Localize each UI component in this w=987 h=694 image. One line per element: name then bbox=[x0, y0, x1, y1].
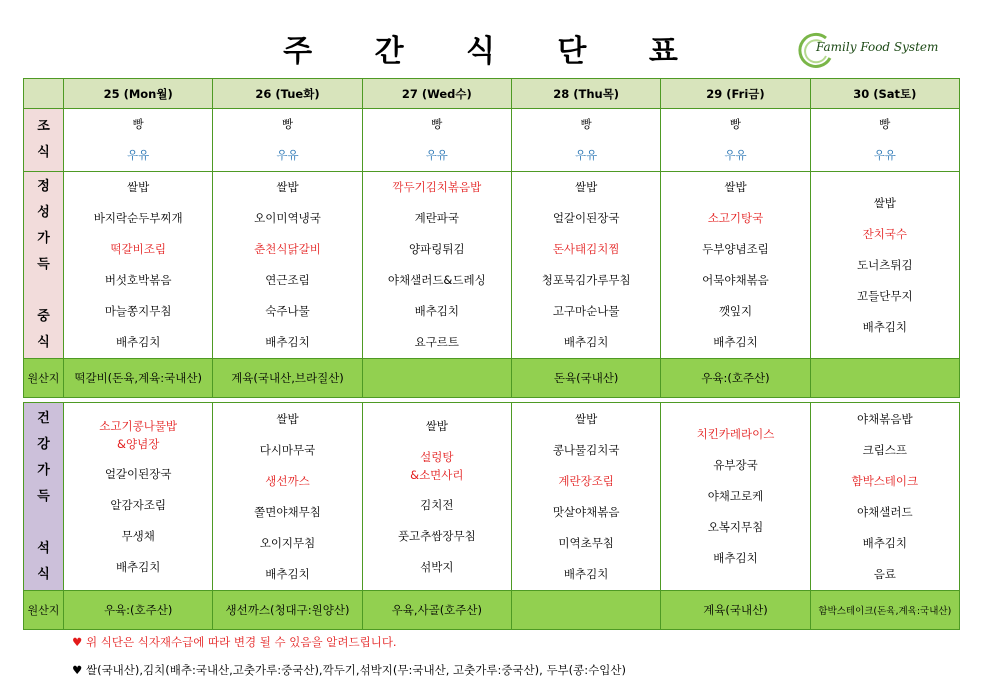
lunch-cell bbox=[810, 172, 959, 359]
lunch-origin-row bbox=[24, 359, 960, 398]
menu-item: 배추김치 bbox=[713, 335, 758, 349]
menu-item: 소고기콩나물밥 &양념장 bbox=[99, 418, 178, 451]
origin-cell: 우육,사골(호주산) bbox=[362, 591, 511, 630]
day-header: 28 (Thu목) bbox=[511, 79, 660, 109]
menu-item: 알감자조림 bbox=[110, 497, 166, 512]
lunch-cell bbox=[213, 172, 362, 359]
menu-item: 오이미역냉국 bbox=[254, 211, 321, 225]
menu-item: 쌀밥 bbox=[276, 411, 299, 426]
breakfast-cell bbox=[362, 109, 511, 172]
menu-item: 배추김치 bbox=[713, 551, 758, 565]
menu-item: 섞박지 bbox=[420, 559, 454, 574]
menu-item: 콩나물김치국 bbox=[552, 442, 620, 457]
origin-note-text: 쌀(국내산),김치(배추:국내산,고춧가루:중국산),깍두기,섞박지(무:국내산, 고춧가루:중국산), 두부(콩:수입산) bbox=[85, 663, 626, 677]
menu-item: 숙주나물 bbox=[265, 304, 310, 318]
menu-item: 배추김치 bbox=[563, 335, 609, 349]
menu-item: 빵 bbox=[729, 117, 742, 131]
menu-item: 어묵야채볶음 bbox=[702, 273, 769, 287]
breakfast-cell bbox=[511, 109, 660, 172]
menu-item: 우유 bbox=[425, 148, 448, 162]
origin-cell bbox=[362, 359, 511, 398]
menu-item: 버섯호박볶음 bbox=[104, 273, 172, 287]
menu-item: 배추김치 bbox=[265, 335, 310, 349]
menu-item: 크림스프 bbox=[862, 442, 908, 457]
menu-item: 빵 bbox=[580, 117, 592, 131]
menu-item: 떡갈비조림 bbox=[110, 242, 166, 256]
menu-item: 오복지무침 bbox=[707, 520, 764, 534]
menu-item: 춘천식닭갈비 bbox=[254, 242, 321, 256]
menu-item: 무생채 bbox=[121, 528, 155, 543]
menu-item: 두부양념조림 bbox=[702, 242, 769, 256]
menu-item: 계란장조림 bbox=[558, 473, 614, 488]
menu-item: 계란파국 bbox=[414, 211, 460, 225]
menu-item: 오이지무침 bbox=[259, 535, 316, 550]
breakfast-cell bbox=[661, 109, 810, 172]
menu-item: 배추김치 bbox=[265, 566, 310, 581]
origin-cell: 돈육(국내산) bbox=[511, 359, 660, 398]
breakfast-cell bbox=[810, 109, 959, 172]
menu-item: 야채고로케 bbox=[707, 489, 764, 503]
origin-note-line bbox=[72, 662, 626, 678]
menu-item: 함박스테이크 bbox=[851, 473, 919, 488]
menu-item: 고구마순나물 bbox=[552, 304, 620, 318]
origin-cell: 우육:(호주산) bbox=[64, 591, 213, 630]
menu-item: 우유 bbox=[575, 148, 598, 162]
origin-cell: 떡갈비(돈육,계육:국내산) bbox=[64, 359, 213, 398]
day-header: 27 (Wed수) bbox=[362, 79, 511, 109]
menu-item: 쌀밥 bbox=[127, 180, 150, 194]
lunch-cell bbox=[661, 172, 810, 359]
menu-item: 빵 bbox=[132, 117, 144, 131]
dinner-cell bbox=[810, 403, 959, 591]
dinner-row bbox=[24, 403, 960, 591]
menu-item: 빵 bbox=[431, 117, 443, 131]
lunch-cell bbox=[64, 172, 213, 359]
menu-item: 배추김치 bbox=[563, 566, 609, 581]
menu-item: 다시마무국 bbox=[259, 442, 316, 457]
breakfast-cell bbox=[64, 109, 213, 172]
breakfast-cell bbox=[213, 109, 362, 172]
day-header: 26 (Tue화) bbox=[213, 79, 362, 109]
breakfast-row bbox=[24, 109, 960, 172]
breakfast-label: 조 식 bbox=[24, 109, 64, 172]
menu-item: 우유 bbox=[127, 148, 150, 162]
page-title: 주 간 식 단 표 bbox=[283, 34, 704, 69]
logo-text: Family Food System bbox=[816, 40, 939, 54]
menu-item: 소고기탕국 bbox=[707, 211, 764, 225]
menu-item: 배추김치 bbox=[115, 559, 161, 574]
dinner-cell bbox=[661, 403, 810, 591]
menu-table bbox=[23, 78, 960, 630]
heart-icon: ♥ bbox=[72, 663, 83, 677]
menu-item: 마늘쫑지무침 bbox=[104, 304, 172, 318]
lunch-row bbox=[24, 172, 960, 359]
lunch-cell bbox=[362, 172, 511, 359]
menu-item: 치킨카레라이스 bbox=[696, 427, 775, 441]
menu-item: 생선까스 bbox=[265, 473, 310, 488]
menu-item: 쌀밥 bbox=[276, 180, 299, 194]
dinner-cell bbox=[213, 403, 362, 591]
header-row bbox=[24, 79, 960, 109]
menu-item: 꼬들단무지 bbox=[857, 288, 913, 303]
menu-item: 쫄면야채무침 bbox=[254, 504, 321, 519]
menu-item: 김치전 bbox=[420, 497, 454, 512]
origin-cell: 생선까스(청대구:원양산) bbox=[213, 591, 362, 630]
dinner-origin-row bbox=[24, 591, 960, 630]
menu-item: 깻잎지 bbox=[718, 304, 753, 318]
dinner-label: 건 강 가 득 석 식 bbox=[24, 403, 64, 591]
menu-item: 쌀밥 bbox=[575, 411, 598, 426]
menu-item: 야채샐러드&드레싱 bbox=[387, 273, 486, 287]
menu-item: 맛살야채볶음 bbox=[552, 504, 620, 519]
menu-item: 미역초무침 bbox=[558, 535, 614, 550]
dinner-cell bbox=[362, 403, 511, 591]
menu-item: 쌀밥 bbox=[724, 180, 747, 194]
menu-item: 요구르트 bbox=[414, 335, 460, 349]
menu-item: 돈사태김치찜 bbox=[552, 242, 620, 256]
menu-item: 잔치국수 bbox=[862, 226, 908, 241]
menu-item: 빵 bbox=[281, 117, 294, 131]
origin-cell bbox=[511, 591, 660, 630]
menu-item: 유부장국 bbox=[713, 458, 758, 472]
menu-item: 배추김치 bbox=[862, 319, 908, 334]
origin-label: 원산지 bbox=[24, 359, 64, 398]
day-header: 30 (Sat토) bbox=[810, 79, 959, 109]
origin-cell bbox=[810, 359, 959, 398]
menu-item: 바지락순두부찌개 bbox=[93, 211, 183, 225]
menu-item: 깍두기김치볶음밥 bbox=[392, 180, 482, 194]
origin-cell: 우육:(호주산) bbox=[661, 359, 810, 398]
menu-item: 양파링튀김 bbox=[409, 242, 465, 256]
menu-item: 음료 bbox=[873, 566, 896, 581]
origin-cell: 계육(국내산) bbox=[661, 591, 810, 630]
menu-item: 설렁탕 &소면사리 bbox=[410, 449, 464, 482]
menu-item: 야채볶음밥 bbox=[857, 411, 913, 426]
menu-item: 도너츠튀김 bbox=[857, 257, 913, 272]
dinner-cell bbox=[64, 403, 213, 591]
menu-item: 풋고추쌈장무침 bbox=[397, 528, 476, 543]
notice-text: 위 식단은 식자재수급에 따라 변경 될 수 있음을 알려드립니다. bbox=[85, 635, 397, 649]
menu-item: 쌀밥 bbox=[575, 180, 598, 194]
menu-item: 우유 bbox=[873, 148, 896, 162]
day-header: 29 (Fri금) bbox=[661, 79, 810, 109]
menu-item: 우유 bbox=[724, 148, 747, 162]
dinner-cell bbox=[511, 403, 660, 591]
heart-icon: ♥ bbox=[72, 635, 83, 649]
day-header: 25 (Mon월) bbox=[64, 79, 213, 109]
menu-item: 배추김치 bbox=[115, 335, 161, 349]
menu-item: 쌀밥 bbox=[873, 195, 896, 210]
menu-item: 청포묵김가루무침 bbox=[541, 273, 631, 287]
lunch-cell bbox=[511, 172, 660, 359]
origin-cell: 함박스테이크(돈육,계육:국내산) bbox=[810, 591, 959, 630]
menu-item: 빵 bbox=[879, 117, 891, 131]
corner-cell bbox=[24, 79, 64, 109]
menu-item: 야채샐러드 bbox=[857, 504, 913, 519]
menu-item: 얼갈이된장국 bbox=[104, 466, 172, 481]
menu-item: 배추김치 bbox=[414, 304, 460, 318]
logo bbox=[796, 30, 946, 70]
lunch-label: 정 성 가 득 중 식 bbox=[24, 172, 64, 359]
menu-item: 쌀밥 bbox=[425, 418, 448, 433]
menu-item: 얼갈이된장국 bbox=[552, 211, 620, 225]
origin-label: 원산지 bbox=[24, 591, 64, 630]
menu-item: 배추김치 bbox=[862, 535, 908, 550]
menu-item: 연근조림 bbox=[265, 273, 310, 287]
menu-item: 우유 bbox=[276, 148, 299, 162]
origin-cell: 계육(국내산,브라질산) bbox=[213, 359, 362, 398]
notice-line bbox=[72, 634, 397, 650]
